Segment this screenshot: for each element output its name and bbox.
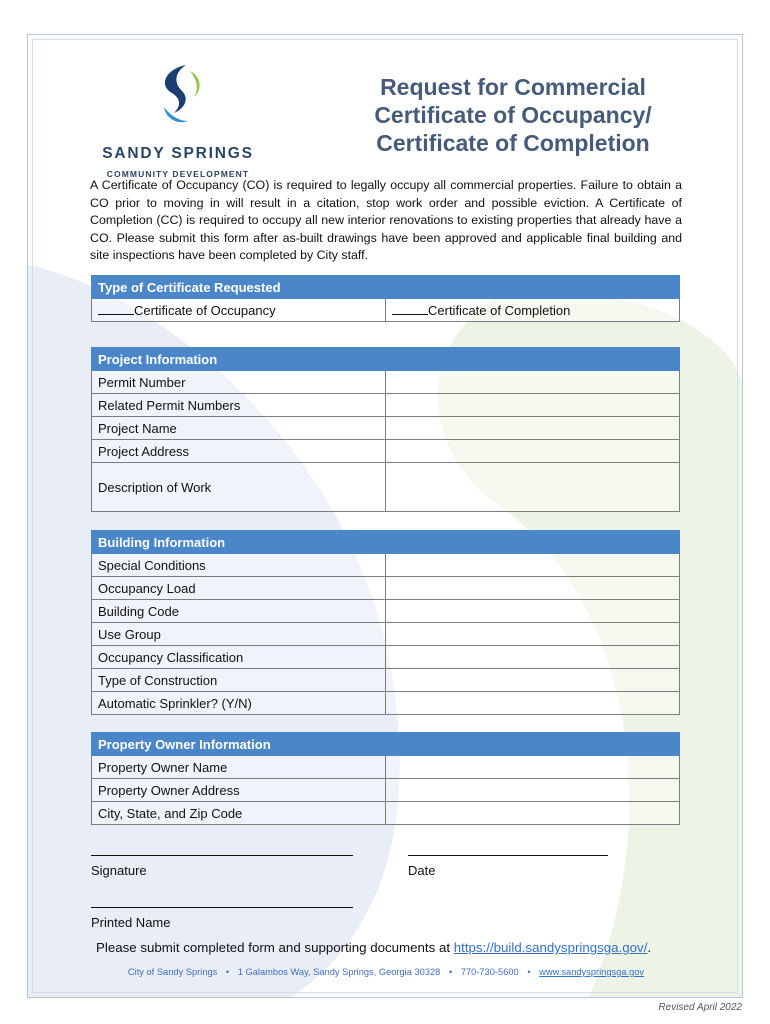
footer-separator: • <box>448 967 453 977</box>
field-label: Use Group <box>92 623 386 646</box>
occupancy-label: Certificate of Occupancy <box>134 303 276 318</box>
printed-name-label: Printed Name <box>91 915 171 930</box>
special-conditions-field[interactable] <box>386 554 680 577</box>
footer <box>28 967 743 977</box>
field-label: Special Conditions <box>92 554 386 577</box>
title-line-2: Certificate of Occupancy/ <box>374 102 652 128</box>
date-label: Date <box>408 863 436 878</box>
table-row <box>92 669 680 692</box>
footer-separator: • <box>225 967 230 977</box>
footer-phone: 770-730-5600 <box>460 967 519 977</box>
intro-paragraph: A Certificate of Occupancy (CO) is required to legally occupy all commercial properties. Failure to obtain a CO prior to moving in will result in a citation, stop work order and possible eviction. A Certificate of Completion (CC) is required to occupy all new interior renovations to existing properties that already have a CO. Please submit this form after as-built drawings have been approved and applicable final building and site inspections have been completed by City staff. <box>90 178 682 262</box>
building-header-blank <box>386 531 680 554</box>
submit-text: Please submit completed form and supporting documents at <box>96 940 454 955</box>
field-label: Permit Number <box>92 371 386 394</box>
use-group-field[interactable] <box>386 623 680 646</box>
occupancy-classification-field[interactable] <box>386 646 680 669</box>
field-label: Occupancy Classification <box>92 646 386 669</box>
related-permits-field[interactable] <box>386 394 680 417</box>
revised-date: Revised April 2022 <box>658 1002 742 1013</box>
description-of-work-field[interactable] <box>386 463 680 512</box>
field-label: Project Address <box>92 440 386 463</box>
table-row <box>92 463 680 512</box>
building-header: Building Information <box>92 531 386 554</box>
city-state-zip-field[interactable] <box>386 802 680 825</box>
owner-address-field[interactable] <box>386 779 680 802</box>
printed-name-line[interactable] <box>91 907 353 908</box>
date-line[interactable] <box>408 855 608 856</box>
project-name-field[interactable] <box>386 417 680 440</box>
footer-separator: • <box>527 967 531 977</box>
certificate-occupancy-option[interactable] <box>92 299 386 322</box>
building-info-table <box>91 530 680 715</box>
table-row <box>92 692 680 715</box>
field-label: Type of Construction <box>92 669 386 692</box>
footer-website-link[interactable]: www.sandyspringsga.gov <box>539 967 645 977</box>
table-row <box>92 623 680 646</box>
footer-address: 1 Galambos Way, Sandy Springs, Georgia 30328 <box>237 967 441 977</box>
project-header: Project Information <box>92 348 680 371</box>
field-label: Property Owner Name <box>92 756 386 779</box>
table-row <box>92 802 680 825</box>
completion-blank[interactable] <box>392 302 428 315</box>
submit-end: . <box>647 940 652 955</box>
field-label: Occupancy Load <box>92 577 386 600</box>
certificate-completion-option[interactable] <box>386 299 680 322</box>
submit-instructions <box>96 940 651 955</box>
completion-label: Certificate of Completion <box>428 303 571 318</box>
type-of-construction-field[interactable] <box>386 669 680 692</box>
table-row <box>92 756 680 779</box>
field-label: Property Owner Address <box>92 779 386 802</box>
owner-info-table <box>91 732 680 825</box>
automatic-sprinkler-field[interactable] <box>386 692 680 715</box>
building-code-field[interactable] <box>386 600 680 623</box>
field-label: City, State, and Zip Code <box>92 802 386 825</box>
certificate-type-table <box>91 275 680 322</box>
table-row <box>92 394 680 417</box>
table-row <box>92 646 680 669</box>
field-label: Automatic Sprinkler? (Y/N) <box>92 692 386 715</box>
field-label: Building Code <box>92 600 386 623</box>
logo-subtitle: COMMUNITY DEVELOPMENT <box>106 169 250 179</box>
sandy-springs-s-mark-icon <box>156 63 206 127</box>
title-line-1: Request for Commercial <box>380 74 646 100</box>
page-title <box>348 73 678 157</box>
table-row <box>92 417 680 440</box>
signature-line[interactable] <box>91 855 353 856</box>
owner-name-field[interactable] <box>386 756 680 779</box>
table-row <box>92 440 680 463</box>
project-address-field[interactable] <box>386 440 680 463</box>
occupancy-blank[interactable] <box>98 302 134 315</box>
project-info-table <box>91 347 680 512</box>
field-label: Project Name <box>92 417 386 440</box>
permit-number-field[interactable] <box>386 371 680 394</box>
occupancy-load-field[interactable] <box>386 577 680 600</box>
page-frame <box>27 34 743 998</box>
table-row <box>92 554 680 577</box>
sandy-springs-logo <box>88 57 268 185</box>
signature-label: Signature <box>91 863 147 878</box>
footer-org: City of Sandy Springs <box>127 967 218 977</box>
field-label: Description of Work <box>92 463 386 512</box>
certificate-header: Type of Certificate Requested <box>92 276 680 299</box>
field-label: Related Permit Numbers <box>92 394 386 417</box>
logo-name: SANDY SPRINGS <box>102 145 254 162</box>
title-line-3: Certificate of Completion <box>376 130 650 156</box>
table-row <box>92 371 680 394</box>
table-row <box>92 779 680 802</box>
submit-link[interactable]: https://build.sandyspringsga.gov/ <box>453 940 648 955</box>
table-row <box>92 600 680 623</box>
owner-header: Property Owner Information <box>92 733 680 756</box>
table-row <box>92 577 680 600</box>
